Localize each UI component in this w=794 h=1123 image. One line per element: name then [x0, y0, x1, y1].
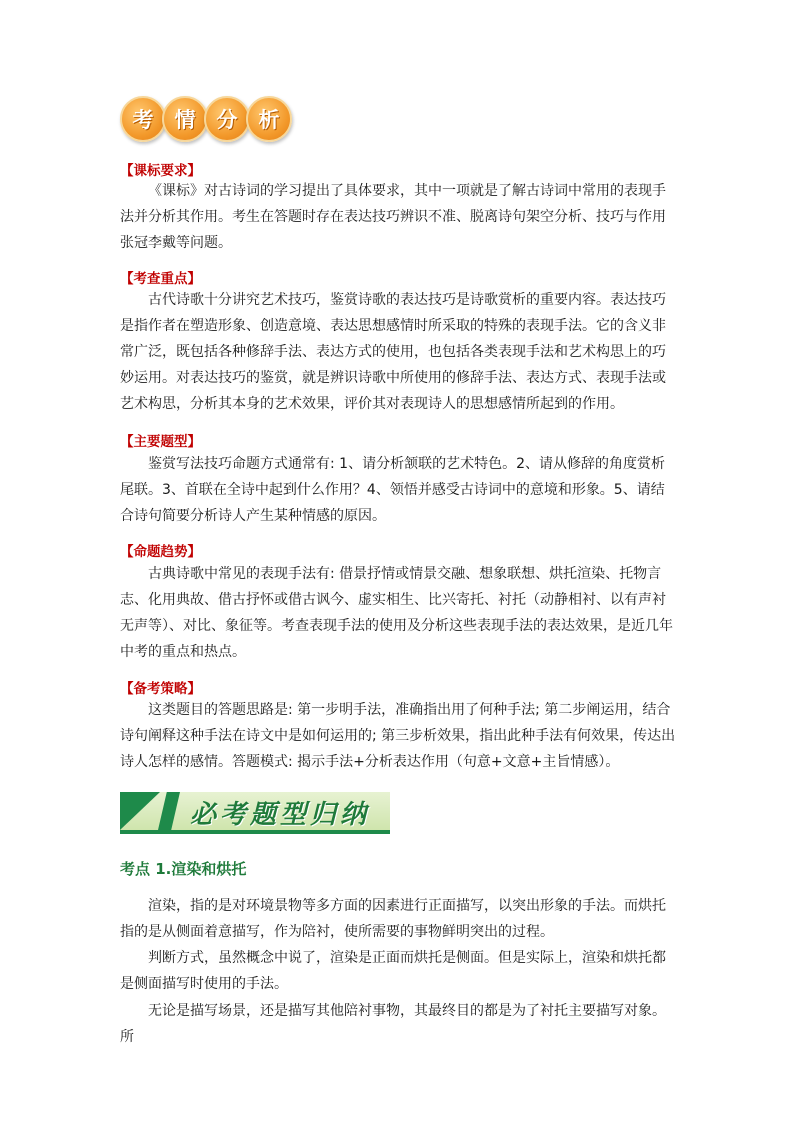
- banner-char-circle: 分: [204, 96, 250, 142]
- section-text-curriculum: 《课标》对古诗词的学习提出了具体要求，其中一项就是了解古诗词中常用的表现手法并分析其作用。考生在答题时存在表达技巧辨识不准、脱离诗句架空分析、技巧与作用张冠李戴等问题。: [120, 183, 666, 251]
- body-paragraph: 渲染，指的是对环境景物等多方面的因素进行正面描写，以突出形象的手法。而烘托指的是从侧面着意描写，作为陪衬，使所需要的事物鲜明突出的过程。: [120, 898, 666, 940]
- exam-point-title: 考点 1.渲染和烘托: [120, 860, 247, 878]
- section-title-focus: 【考查重点】: [120, 271, 201, 287]
- body-paragraph: 无论是描写场景，还是描写其他陪衬事物，其最终目的都是为了衬托主要描写对象。所: [120, 1003, 666, 1045]
- section-text-trends: 古典诗歌中常见的表现手法有: 借景抒情或情景交融、想象联想、烘托渲染、托物言志、化用典故、借古抒怀或借古讽今、虚实相生、比兴寄托、衬托（动静相衬、以有声衬无声等）、对比、象征等。考查表现手法的使用及分析这些表现手法的表达效果，是近几年中考的重点和热点。: [120, 566, 673, 660]
- banner-char-circle: 析: [246, 96, 292, 142]
- section-title-strategy: 【备考策略】: [120, 681, 201, 697]
- section-title-trends: 【命题趋势】: [120, 544, 201, 560]
- banner-triangle: [120, 792, 160, 830]
- must-know-types-banner: [120, 792, 390, 834]
- banner-char-circle: 情: [162, 96, 208, 142]
- banner-title: 必考题型归纳: [190, 800, 371, 830]
- section-title-curriculum: 【课标要求】: [120, 163, 201, 179]
- exam-analysis-banner: [120, 96, 288, 140]
- section-title-question-types: 【主要题型】: [120, 434, 201, 450]
- section-text-strategy: 这类题目的答题思路是: 第一步明手法，准确指出用了何种手法; 第二步阐运用，结合诗句阐释这种手法在诗文中是如何运用的; 第三步析效果，指出此种手法有何效果，传达出诗人怎样的感情。答题模式: 揭示手法+分析表达作用（句意+文意+主旨情感）。: [120, 702, 676, 770]
- body-paragraph: 判断方式，虽然概念中说了，渲染是正面而烘托是侧面。但是实际上，渲染和烘托都是侧面描写时使用的手法。: [120, 950, 666, 992]
- banner-char-circle: 考: [120, 96, 166, 142]
- section-text-question-types: 鉴赏写法技巧命题方式通常有: 1、请分析颔联的艺术特色。2、请从修辞的角度赏析尾联。3、首联在全诗中起到什么作用？4、领悟并感受古诗词中的意境和形象。5、请结合诗句简要分析诗人产生某种情感的原因。: [120, 456, 665, 524]
- section-text-focus: 古代诗歌十分讲究艺术技巧，鉴赏诗歌的表达技巧是诗歌赏析的重要内容。表达技巧是指作者在塑造形象、创造意境、表达思想感情时所采取的特殊的表现手法。它的含义非常广泛，既包括各种修辞手法、表达方式的使用，也包括各类表现手法和艺术构思上的巧妙运用。对表达技巧的鉴赏，就是辨识诗歌中所使用的修辞手法、表达方式、表现手法或艺术构思，分析其本身的艺术效果，评价其对表现诗人的思想感情所起到的作用。: [120, 292, 666, 412]
